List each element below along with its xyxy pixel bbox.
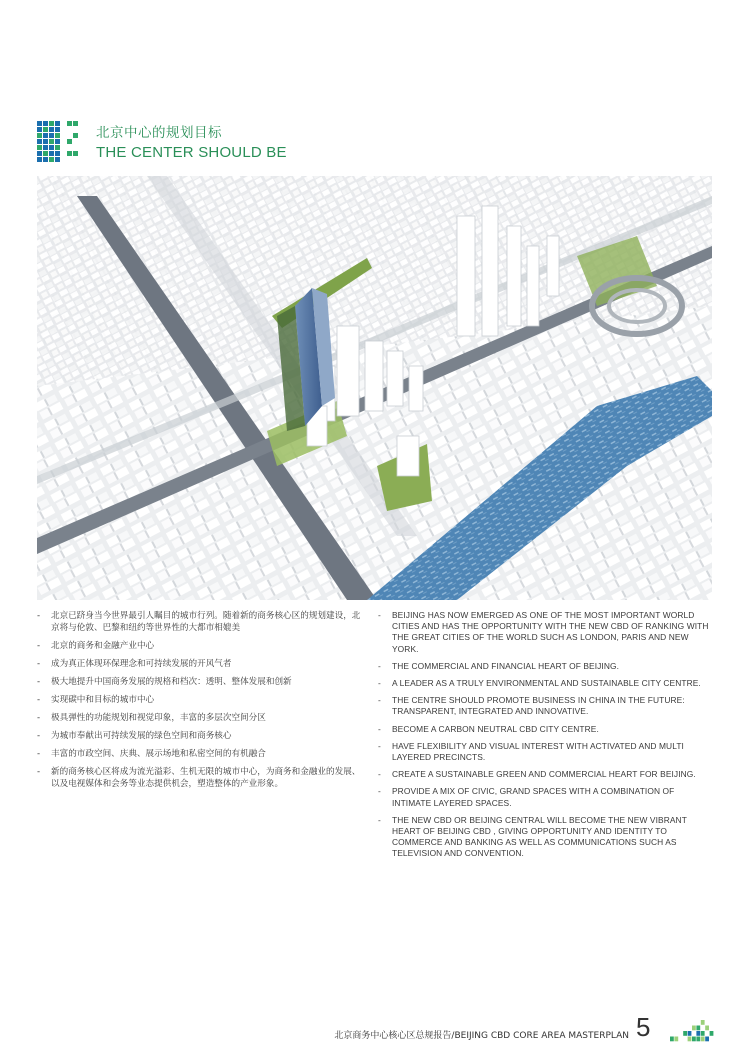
aerial-city-rendering [37, 176, 712, 600]
page-title-en: THE CENTER SHOULD BE [96, 144, 287, 161]
bullet-marker: - [37, 731, 41, 741]
bullet-marker: - [37, 713, 41, 723]
list-item-text: THE NEW CBD OR BEIJING CENTRAL WILL BECOME THE NEW VIBRANT HEART OF BEIJING CBD , GIVING OPPORTUNITY AND IDENTITY TO COMMERCE AND BANKING AS WELL AS COMMUNICATIONS SUCH AS TELEVISION AND CONVENTION. [392, 814, 687, 859]
bullet-marker: - [378, 610, 381, 620]
list-item-text: 北京已跻身当今世界最引人瞩目的城市行列。随着新的商务核心区的规划建设，北京将与伦敦、巴黎和纽约等世界性的大都市相媲美 [51, 611, 361, 633]
list-item-text: 北京的商务和金融产业中心 [51, 641, 155, 651]
list-item [378, 769, 713, 780]
list-item [37, 640, 367, 652]
pixel-logo-icon [37, 121, 79, 163]
list-item [378, 786, 713, 808]
bullet-marker: - [378, 660, 381, 671]
bullet-marker: - [378, 814, 381, 825]
list-item-text: 丰富的市政空间、庆典、展示场地和私密空间的有机融合 [51, 749, 266, 759]
list-item-text: 极具弹性的功能规划和视觉印象，丰富的多层次空间分区 [51, 713, 266, 723]
list-item [37, 676, 367, 688]
list-item-text: CREATE A SUSTAINABLE GREEN AND COMMERCIAL HEART FOR BEIJING. [392, 769, 696, 780]
list-item [37, 610, 367, 634]
chinese-bullet-list [37, 610, 367, 796]
list-item-text: 成为真正体现环保理念和可持续发展的开风气者 [51, 659, 232, 669]
list-item-text: 实现碳中和目标的城市中心 [51, 695, 155, 705]
list-item [37, 658, 367, 670]
list-item [378, 724, 713, 735]
list-item [378, 741, 713, 763]
list-item [37, 730, 367, 742]
bullet-marker: - [37, 767, 41, 777]
bullet-marker: - [378, 695, 381, 706]
aerial-city-rendering-icon [37, 176, 712, 600]
list-item [37, 748, 367, 760]
list-item-text: A LEADER AS A TRULY ENVIRONMENTAL AND SUSTAINABLE CITY CENTRE. [392, 678, 701, 689]
list-item-text: THE CENTRE SHOULD PROMOTE BUSINESS IN CHINA IN THE FUTURE: TRANSPARENT, INTEGRATED AND INNOVATIVE. [392, 695, 685, 717]
bullet-marker: - [37, 659, 41, 669]
list-item-text: BEIJING HAS NOW EMERGED AS ONE OF THE MOST IMPORTANT WORLD CITIES AND HAS THE OPPORTUNITY WITH THE NEW CBD OF RANKING WITH THE GREAT CITIES OF THE WORLD SUCH AS LONDON, PARIS AND NEW YORK. [392, 610, 709, 654]
list-item-text: THE COMMERCIAL AND FINANCIAL HEART OF BEIJING. [392, 660, 620, 671]
bullet-marker: - [37, 749, 41, 759]
list-item [378, 695, 713, 717]
list-item-text: HAVE FLEXIBILITY AND VISUAL INTEREST WITH ACTIVATED AND MULTI LAYERED PRECINCTS. [392, 740, 684, 763]
bullet-marker: - [37, 641, 41, 651]
page-number: 5 [636, 1012, 651, 1042]
footer-pixel-mark-icon [670, 1020, 714, 1044]
bullet-marker: - [37, 677, 41, 687]
list-item [37, 766, 367, 790]
list-item-text: 为城市奉献出可持续发展的绿色空间和商务核心 [51, 731, 232, 741]
list-item [378, 661, 713, 672]
list-item [378, 815, 713, 860]
list-item-text: BECOME A CARBON NEUTRAL CBD CITY CENTRE. [392, 723, 599, 734]
list-item [378, 610, 713, 655]
english-bullet-list [378, 610, 713, 866]
list-item-text: 极大地提升中国商务发展的规格和档次：透明、整体发展和创新 [51, 677, 292, 687]
list-item-text: 新的商务核心区将成为流光溢彩、生机无限的城市中心，为商务和金融业的发展、以及电视媒体和会务等业态提供机会，塑造整体的产业形象。 [51, 767, 361, 789]
page-title-cn: 北京中心的规划目标 [96, 125, 222, 141]
list-item-text: PROVIDE A MIX OF CIVIC, GRAND SPACES WITH A COMBINATION OF INTIMATE LAYERED SPACES. [392, 786, 675, 808]
bullet-marker: - [378, 769, 381, 780]
bullet-marker: - [378, 740, 381, 751]
bullet-marker: - [37, 695, 41, 705]
list-item [378, 678, 713, 689]
bullet-marker: - [378, 786, 381, 797]
list-item [37, 694, 367, 706]
footer-document-title: 北京商务中心核心区总规报告/BEIJING CBD CORE AREA MASTERPLAN [334, 1031, 629, 1041]
bullet-marker: - [378, 723, 381, 734]
bullet-marker: - [37, 611, 41, 621]
list-item [37, 712, 367, 724]
bullet-marker: - [378, 678, 381, 689]
